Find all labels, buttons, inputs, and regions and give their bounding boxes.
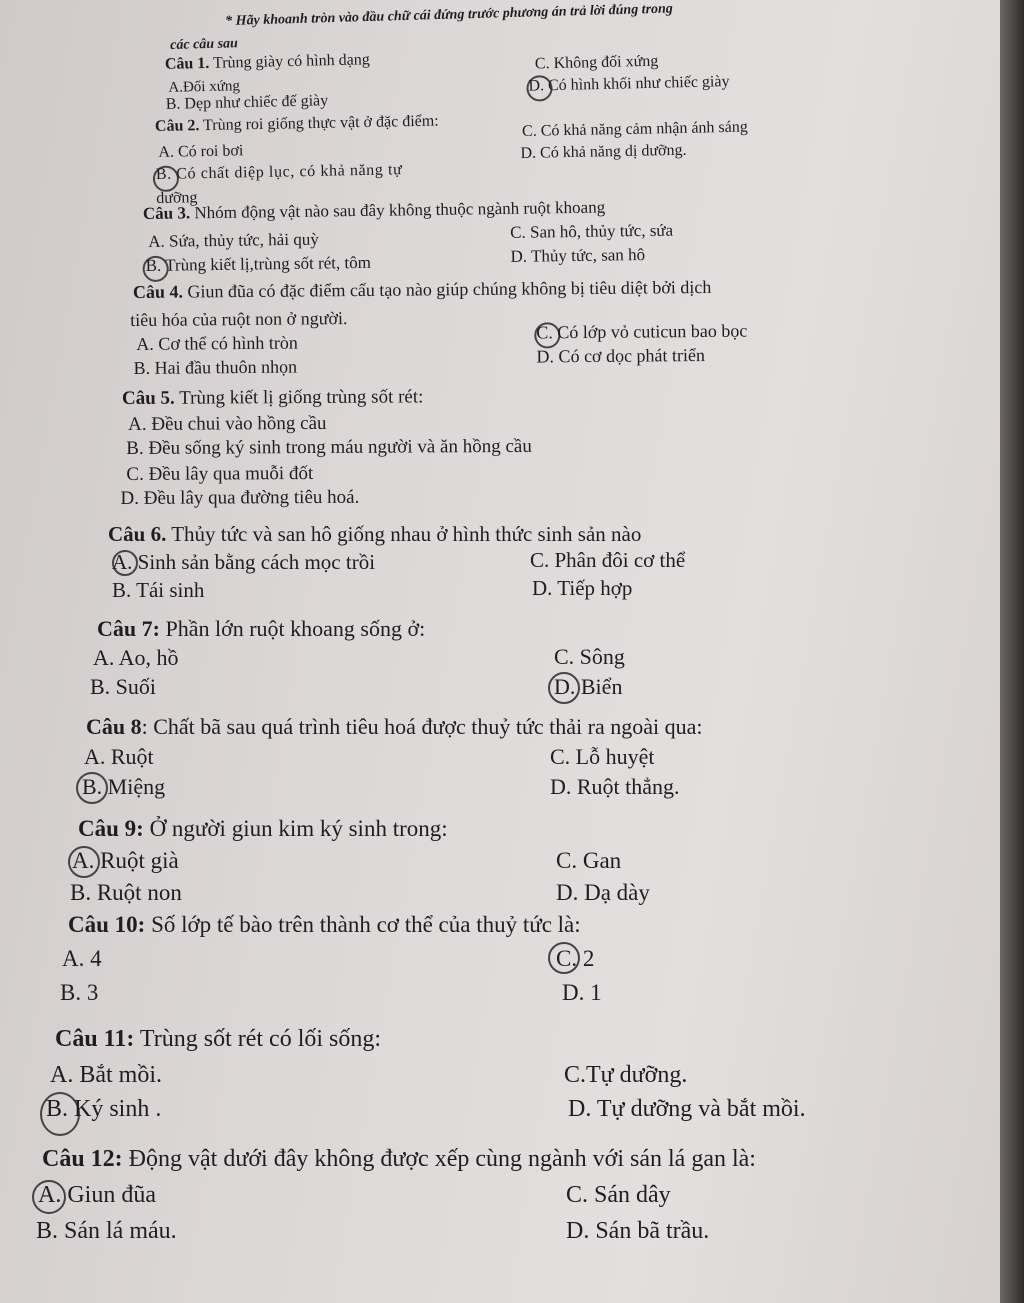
option-5b[interactable]: B. Đều sống ký sinh trong máu người và ăn hồng cầu — [126, 435, 532, 459]
option-2b[interactable]: B. Có chất diệp lục, có khả năng tự — [155, 161, 403, 183]
option-6c[interactable]: C. Phân đôi cơ thể — [530, 548, 686, 572]
option-12c[interactable]: C. Sán dây — [566, 1182, 671, 1208]
question-2-stem: Câu 2. Trùng roi giống thực vật ở đặc điểm: — [154, 112, 439, 135]
option-6a[interactable]: A. Sinh sản bằng cách mọc trồi — [112, 550, 376, 574]
option-9d[interactable]: D. Dạ dày — [556, 880, 650, 905]
question-4-stem-cont: tiêu hóa của ruột non ở người. — [130, 308, 348, 330]
option-5a[interactable]: A. Đều chui vào hồng cầu — [128, 412, 327, 435]
option-5d[interactable]: D. Đều lây qua đường tiêu hoá. — [120, 486, 360, 509]
option-1d[interactable]: D. Có hình khối như chiếc giày — [528, 73, 730, 95]
option-8c[interactable]: C. Lỗ huyệt — [550, 744, 655, 769]
question-11-stem: Câu 11: Trùng sốt rét có lối sống: — [55, 1026, 382, 1052]
option-8b[interactable]: B. Miệng — [82, 774, 166, 799]
instruction-line-1: * Hãy khoanh tròn vào đầu chữ cái đứng trước phương án trả lời đúng trong — [225, 1, 674, 29]
question-5-stem: Câu 5. Trùng kiết lị giống trùng sốt rét: — [121, 386, 424, 409]
option-7c[interactable]: C. Sông — [554, 644, 625, 669]
option-4a[interactable]: A. Cơ thể có hình tròn — [136, 332, 298, 354]
question-10-stem: Câu 10: Số lớp tế bào trên thành cơ thể của thuỷ tức là: — [68, 912, 581, 937]
question-1-stem: Câu 1. Trùng giày có hình dạng — [164, 51, 370, 73]
option-3d[interactable]: D. Thủy tức, san hô — [510, 245, 646, 266]
question-3-stem: Câu 3. Nhóm động vật nào sau đây không thuộc ngành ruột khoang — [142, 197, 606, 224]
option-2d[interactable]: D. Có khả năng dị dưỡng. — [520, 141, 687, 162]
option-12a[interactable]: A. Giun đũa — [38, 1182, 156, 1208]
option-6b[interactable]: B. Tái sinh — [112, 578, 205, 602]
option-7b[interactable]: B. Suối — [90, 674, 157, 699]
option-2b-cont: dưỡng — [156, 189, 198, 207]
option-3b[interactable]: B. Trùng kiết lị,trùng sốt rét, tôm — [145, 252, 372, 275]
option-3a[interactable]: A. Sứa, thủy tức, hải quỳ — [148, 229, 319, 251]
option-1c[interactable]: C. Không đối xứng — [534, 52, 659, 73]
option-12b[interactable]: B. Sán lá máu. — [36, 1218, 177, 1244]
option-2c[interactable]: C. Có khả năng cảm nhận ánh sáng — [521, 118, 748, 140]
option-11c[interactable]: C.Tự dưỡng. — [564, 1062, 688, 1088]
question-6-stem: Câu 6. Thủy tức và san hô giống nhau ở hình thức sinh sản nào — [108, 522, 642, 546]
option-9a[interactable]: A. Ruột già — [72, 848, 179, 873]
option-11b[interactable]: B. Ký sinh . — [46, 1096, 162, 1122]
option-6d[interactable]: D. Tiếp hợp — [532, 576, 633, 600]
option-10d[interactable]: D. 1 — [562, 980, 602, 1005]
question-8-stem: Câu 8: Chất bã sau quá trình tiêu hoá được thuỷ tức thải ra ngoài qua: — [86, 714, 703, 739]
option-11a[interactable]: A. Bắt mồi. — [50, 1062, 162, 1088]
option-10a[interactable]: A. 4 — [62, 946, 102, 971]
option-9b[interactable]: B. Ruột non — [70, 880, 182, 905]
option-1b[interactable]: B. Dẹp như chiếc đế giày — [165, 92, 329, 113]
option-8a[interactable]: A. Ruột — [84, 744, 154, 769]
option-4c[interactable]: C. Có lớp vỏ cuticun bao bọc — [536, 320, 748, 343]
question-9-stem: Câu 9: Ở người giun kim ký sinh trong: — [78, 816, 448, 841]
option-7a[interactable]: A. Ao, hồ — [93, 645, 179, 670]
option-8d[interactable]: D. Ruột thẳng. — [550, 774, 680, 799]
option-5c[interactable]: C. Đều lây qua muỗi đốt — [126, 462, 314, 485]
option-3c[interactable]: C. San hô, thủy tức, sứa — [510, 220, 674, 242]
option-4d[interactable]: D. Có cơ dọc phát triển — [536, 344, 706, 367]
option-12d[interactable]: D. Sán bã trầu. — [566, 1218, 710, 1244]
option-1a[interactable]: A.Đối xứng — [168, 78, 241, 96]
option-10c[interactable]: C. 2 — [556, 946, 595, 971]
page-edge-shadow — [1000, 0, 1024, 1303]
question-4-stem: Câu 4. Giun đũa có đặc điểm cấu tạo nào giúp chúng không bị tiêu diệt bởi dịch — [132, 276, 712, 302]
option-10b[interactable]: B. 3 — [60, 980, 99, 1005]
option-2a[interactable]: A. Có roi bơi — [158, 142, 244, 161]
option-7d[interactable]: D. Biển — [554, 674, 623, 699]
option-4b[interactable]: B. Hai đầu thuôn nhọn — [133, 356, 298, 378]
question-12-stem: Câu 12: Động vật dưới đây không được xếp cùng ngành với sán lá gan là: — [42, 1146, 756, 1172]
option-9c[interactable]: C. Gan — [556, 848, 622, 873]
instruction-line-2: các câu sau — [170, 36, 239, 53]
question-7-stem: Câu 7: Phần lớn ruột khoang sống ở: — [97, 616, 426, 641]
option-11d[interactable]: D. Tự dưỡng và bắt mồi. — [568, 1096, 806, 1122]
